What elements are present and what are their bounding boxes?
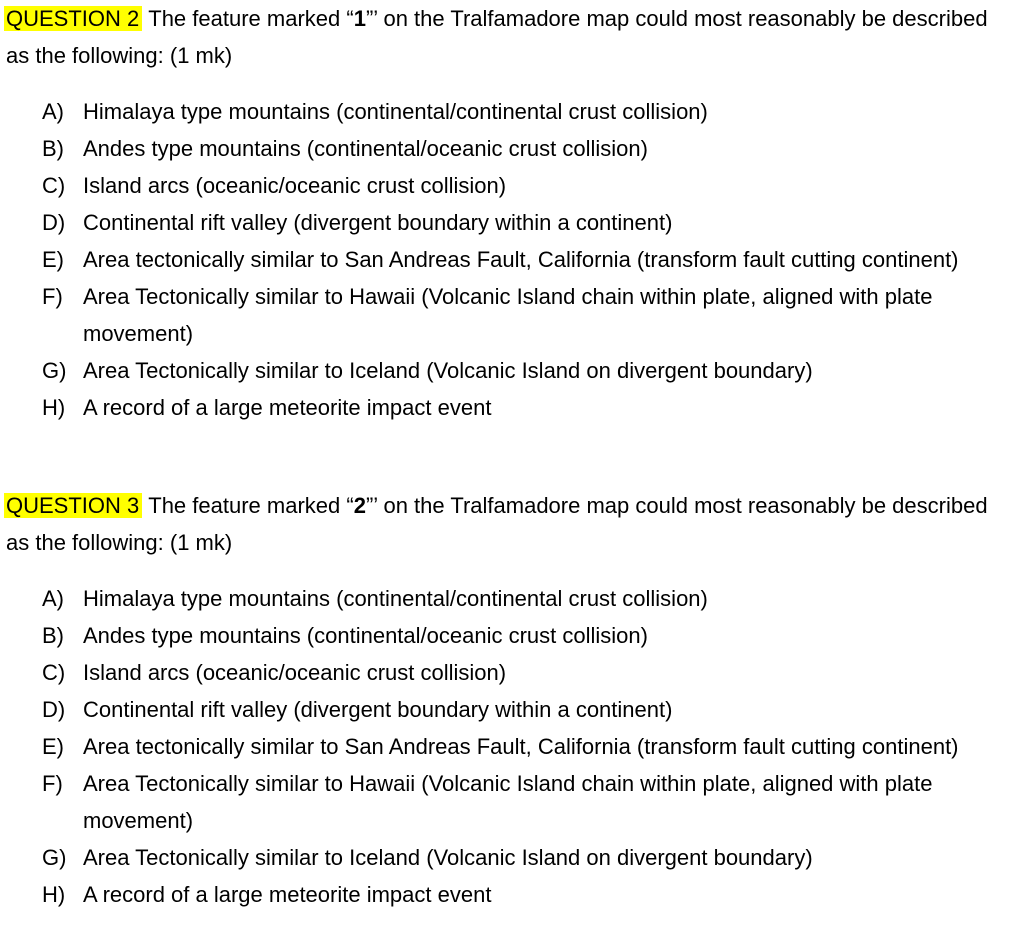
question-2-marker-number: 1 [353,6,366,31]
option-letter: G) [42,845,67,870]
option-text: Area tectonically similar to San Andreas Fault, California (transform fault cutting continent) [83,734,959,759]
question-2-option-f [0,278,1024,352]
question-3-option-h [0,876,1024,913]
option-letter: H) [42,882,66,907]
option-letter: A) [42,99,64,124]
question-2-label: QUESTION 2 [4,6,142,31]
option-letter: E) [42,247,64,272]
question-3-stem-before: The feature marked [148,493,347,518]
option-text: Continental rift valley (divergent boundary within a continent) [83,697,673,722]
option-letter: E) [42,734,64,759]
question-2-marker-close: ”’ [365,6,378,31]
option-letter: F) [42,771,63,796]
question-3-marker-close: ”’ [365,493,378,518]
question-2-option-c [0,167,1024,204]
question-3-option-d [0,691,1024,728]
option-text: Area tectonically similar to San Andreas Fault, California (transform fault cutting continent) [83,247,959,272]
option-text: Island arcs (oceanic/oceanic crust collision) [83,173,507,198]
question-3-option-a [0,580,1024,617]
question-2-option-g [0,352,1024,389]
option-text: Area Tectonically similar to Hawaii (Volcanic Island chain within plate, aligned with plate movement) [83,771,933,833]
option-text: Continental rift valley (divergent boundary within a continent) [83,210,673,235]
option-text: Island arcs (oceanic/oceanic crust collision) [83,660,507,685]
option-letter: B) [42,623,64,648]
question-3-option-g [0,839,1024,876]
option-letter: D) [42,210,66,235]
option-text: Andes type mountains (continental/oceanic crust collision) [83,623,648,648]
question-3-marker-number: 2 [353,493,366,518]
option-text: Andes type mountains (continental/oceanic crust collision) [83,136,648,161]
question-2-block [0,0,1024,74]
question-3-options [0,580,1024,913]
option-letter: F) [42,284,63,309]
option-letter: C) [42,173,66,198]
question-2-option-d [0,204,1024,241]
question-3-marker-open: “ [346,493,354,518]
question-3-option-c [0,654,1024,691]
question-2-option-a [0,93,1024,130]
question-3-option-b [0,617,1024,654]
option-text: Himalaya type mountains (continental/continental crust collision) [83,586,708,611]
option-letter: G) [42,358,67,383]
question-2-options [0,93,1024,426]
option-letter: B) [42,136,64,161]
question-2-stem [0,0,1024,74]
question-3-block [0,487,1024,561]
question-3-stem-after: on the Tralfamadore map could most reasonably be described as the following: (1 mk) [6,493,988,555]
question-2-stem-before: The feature marked [148,6,347,31]
option-text: Area Tectonically similar to Iceland (Volcanic Island on divergent boundary) [83,358,813,383]
question-2-marker-open: “ [346,6,354,31]
option-letter: C) [42,660,66,685]
question-2-stem-after: on the Tralfamadore map could most reasonably be described as the following: (1 mk) [6,6,988,68]
question-2-option-b [0,130,1024,167]
option-text: Area Tectonically similar to Hawaii (Volcanic Island chain within plate, aligned with plate movement) [83,284,933,346]
option-text: Area Tectonically similar to Iceland (Volcanic Island on divergent boundary) [83,845,813,870]
option-text: Himalaya type mountains (continental/continental crust collision) [83,99,708,124]
question-2-option-h [0,389,1024,426]
question-3-label: QUESTION 3 [4,493,142,518]
option-letter: D) [42,697,66,722]
option-text: A record of a large meteorite impact event [83,395,492,420]
option-letter: H) [42,395,66,420]
question-3-option-e [0,728,1024,765]
question-3-option-f [0,765,1024,839]
question-3-stem [0,487,1024,561]
option-letter: A) [42,586,64,611]
question-2-option-e [0,241,1024,278]
option-text: A record of a large meteorite impact event [83,882,492,907]
